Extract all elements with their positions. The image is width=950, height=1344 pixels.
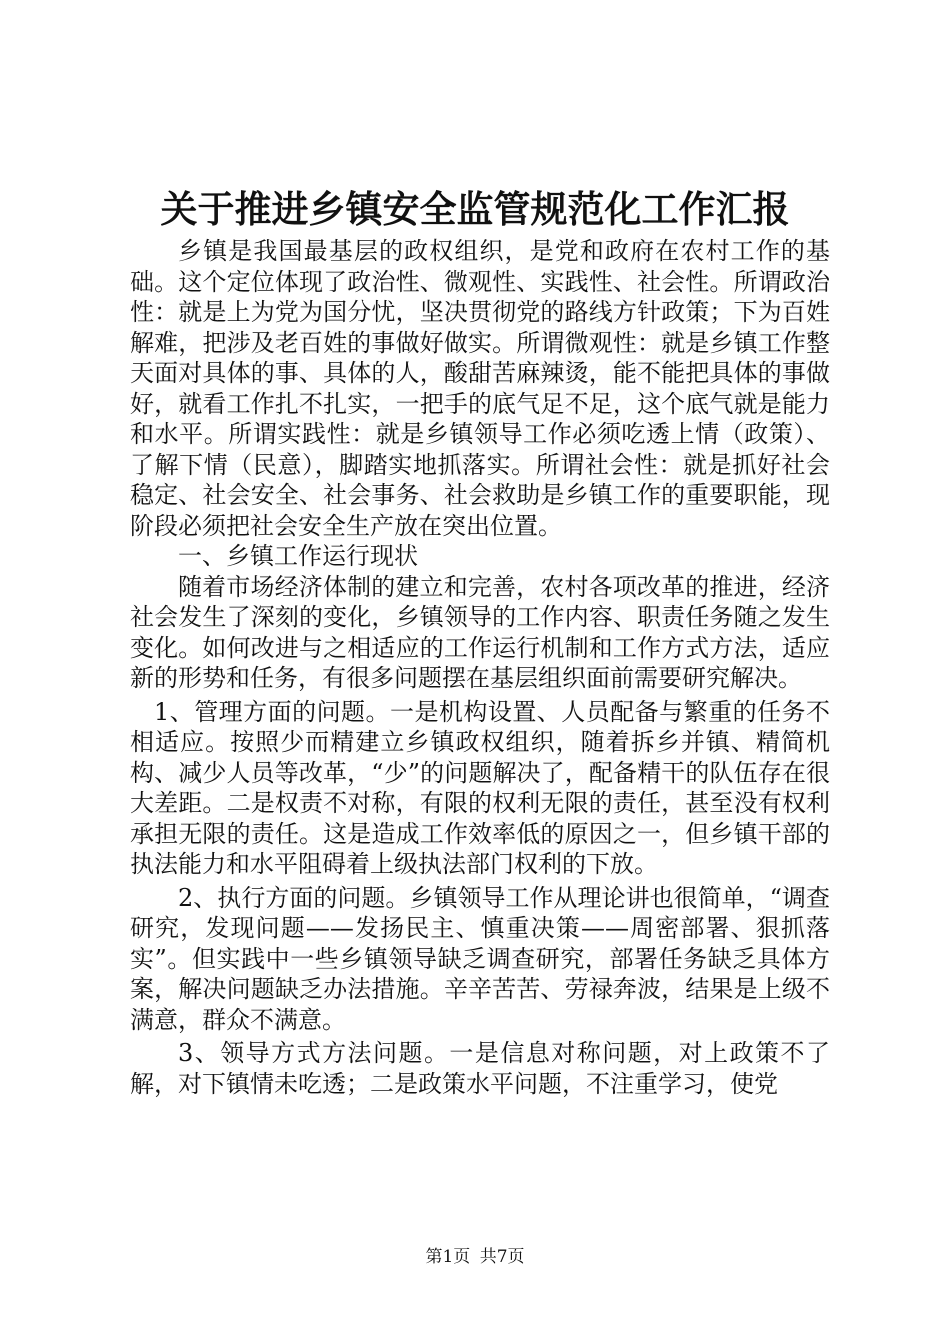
section-heading-1: 一、乡镇工作运行现状 xyxy=(178,542,418,570)
paragraph-item-3: 3、领导方式方法问题。一是信息对称问题，对上政策不了解，对下镇情未吃透；二是政策水平问题，不注重学习，使党 xyxy=(130,1039,830,1098)
page-number: 第1页 xyxy=(425,1247,471,1267)
document-body xyxy=(130,236,830,1099)
document-title: 关于推进乡镇安全监管规范化工作汇报 xyxy=(160,187,790,231)
paragraph-item-1: 1、管理方面的问题。一是机构设置、人员配备与繁重的任务不相适应。按照少而精建立乡镇政权组织，随着拆乡并镇、精简机构、减少人员等改革，“少”的问题解决了，配备精干的队伍存在很大差距。二是权责不对称，有限的权利无限的责任，甚至没有权利承担无限的责任。这是造成工作效率低的原因之一，但乡镇干部的执法能力和水平阻碍着上级执法部门权利的下放。 xyxy=(130,697,830,878)
paragraph-status: 随着市场经济体制的建立和完善，农村各项改革的推进，经济社会发生了深刻的变化，乡镇领导的工作内容、职责任务随之发生变化。如何改进与之相适应的工作运行机制和工作方式方法，适应新的形势和任务，有很多问题摆在基层组织面前需要研究解决。 xyxy=(130,572,830,692)
page-footer xyxy=(0,1245,950,1269)
paragraph-intro: 乡镇是我国最基层的政权组织，是党和政府在农村工作的基础。这个定位体现了政治性、微观性、实践性、社会性。所谓政治性：就是上为党为国分忧，坚决贯彻党的路线方针政策；下为百姓解难，把涉及老百姓的事做好做实。所谓微观性：就是乡镇工作整天面对具体的事、具体的人，酸甜苦麻辣烫，能不能把具体的事做好，就看工作扎不扎实，一把手的底气足不足，这个底气就是能力和水平。所谓实践性：就是乡镇领导工作必须吃透上情（政策）、了解下情（民意），脚踏实地抓落实。所谓社会性：就是抓好社会稳定、社会安全、社会事务、社会救助是乡镇工作的重要职能，现阶段必须把社会安全生产放在突出位置。 xyxy=(130,237,830,540)
page-total: 共7页 xyxy=(479,1247,525,1267)
paragraph-item-2: 2、执行方面的问题。乡镇领导工作从理论讲也很简单，“调查研究，发现问题——发扬民主、慎重决策——周密部署、狠抓落实”。但实践中一些乡镇领导缺乏调查研究，部署任务缺乏具体方案，解决问题缺乏办法措施。辛辛苦苦、劳禄奔波，结果是上级不满意，群众不满意。 xyxy=(130,883,830,1034)
